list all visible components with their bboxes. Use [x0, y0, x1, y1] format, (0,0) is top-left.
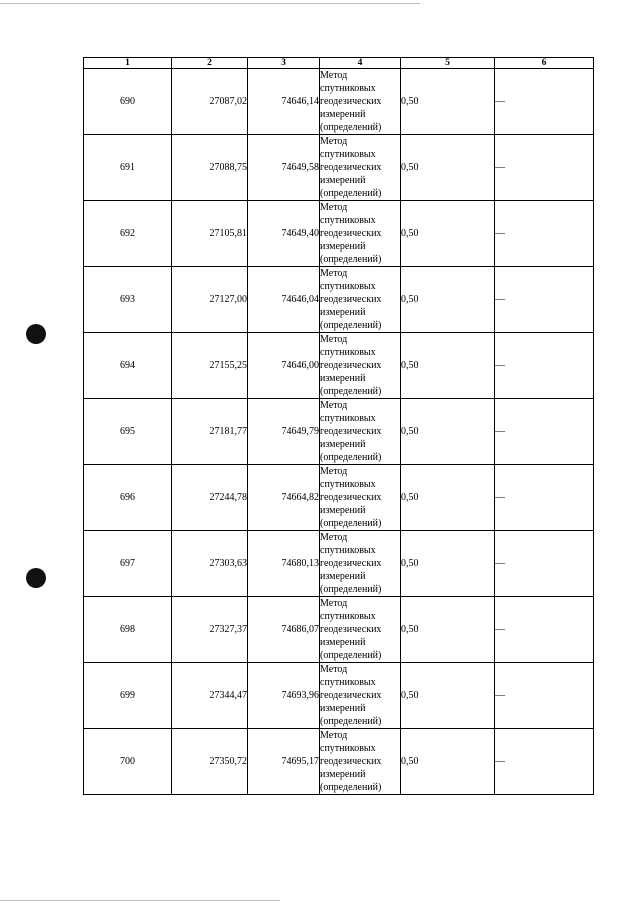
point-number-cell: 690: [84, 69, 172, 135]
method-line: Метод: [320, 400, 348, 411]
table-row: [84, 399, 594, 465]
method-line: измерений: [320, 175, 366, 186]
note-cell: —: [495, 267, 594, 333]
method-line: геодезических: [320, 360, 382, 371]
y-coordinate-cell: 74646,14: [248, 69, 320, 135]
note-cell: —: [495, 729, 594, 795]
punch-hole-bottom: [26, 568, 46, 588]
method-line: (определений): [320, 188, 382, 199]
precision-cell: 0,50: [401, 201, 495, 267]
method-line: спутниковых: [320, 479, 376, 490]
method-line: измерений: [320, 769, 366, 780]
table-row: [84, 267, 594, 333]
method-line: Метод: [320, 334, 348, 345]
method-line: спутниковых: [320, 545, 376, 556]
point-number-cell: 694: [84, 333, 172, 399]
table-body: [84, 69, 594, 795]
method-line: (определений): [320, 122, 382, 133]
method-line: геодезических: [320, 426, 382, 437]
y-coordinate-cell: 74695,17: [248, 729, 320, 795]
method-line: измерений: [320, 505, 366, 516]
table-row: [84, 663, 594, 729]
point-number-cell: 693: [84, 267, 172, 333]
method-cell: [320, 399, 401, 465]
table-row: [84, 531, 594, 597]
method-line: (определений): [320, 716, 382, 727]
x-coordinate-cell: 27087,02: [172, 69, 248, 135]
header-row: [84, 58, 594, 69]
point-number-cell: 695: [84, 399, 172, 465]
method-line: спутниковых: [320, 347, 376, 358]
method-line: геодезических: [320, 492, 382, 503]
method-line: измерений: [320, 373, 366, 384]
method-cell: [320, 465, 401, 531]
method-line: измерений: [320, 307, 366, 318]
method-line: спутниковых: [320, 215, 376, 226]
method-line: геодезических: [320, 162, 382, 173]
method-cell: [320, 333, 401, 399]
method-line: Метод: [320, 202, 348, 213]
note-cell: —: [495, 663, 594, 729]
table-row: [84, 69, 594, 135]
method-cell: [320, 729, 401, 795]
x-coordinate-cell: 27088,75: [172, 135, 248, 201]
y-coordinate-cell: 74680,13: [248, 531, 320, 597]
method-line: (определений): [320, 452, 382, 463]
scan-top-edge-line: [0, 3, 420, 4]
x-coordinate-cell: 27344,47: [172, 663, 248, 729]
col-header-2: 2: [172, 58, 248, 69]
y-coordinate-cell: 74664,82: [248, 465, 320, 531]
table-row: [84, 135, 594, 201]
scan-bottom-edge-line: [0, 900, 280, 901]
method-line: измерений: [320, 241, 366, 252]
note-cell: —: [495, 333, 594, 399]
note-cell: —: [495, 465, 594, 531]
x-coordinate-cell: 27327,37: [172, 597, 248, 663]
method-cell: [320, 663, 401, 729]
x-coordinate-cell: 27105,81: [172, 201, 248, 267]
method-line: (определений): [320, 254, 382, 265]
method-line: спутниковых: [320, 677, 376, 688]
precision-cell: 0,50: [401, 531, 495, 597]
method-line: (определений): [320, 386, 382, 397]
method-line: геодезических: [320, 558, 382, 569]
method-line: спутниковых: [320, 281, 376, 292]
method-line: геодезических: [320, 228, 382, 239]
precision-cell: 0,50: [401, 465, 495, 531]
point-number-cell: 691: [84, 135, 172, 201]
method-line: измерений: [320, 109, 366, 120]
note-cell: —: [495, 201, 594, 267]
y-coordinate-cell: 74693,96: [248, 663, 320, 729]
method-line: геодезических: [320, 96, 382, 107]
method-cell: [320, 267, 401, 333]
table-row: [84, 729, 594, 795]
table-row: [84, 201, 594, 267]
x-coordinate-cell: 27303,63: [172, 531, 248, 597]
method-line: Метод: [320, 598, 348, 609]
table-row: [84, 333, 594, 399]
method-cell: [320, 531, 401, 597]
method-line: (определений): [320, 782, 382, 793]
y-coordinate-cell: 74649,40: [248, 201, 320, 267]
col-header-4: 4: [320, 58, 401, 69]
point-number-cell: 699: [84, 663, 172, 729]
method-line: измерений: [320, 703, 366, 714]
precision-cell: 0,50: [401, 597, 495, 663]
method-line: Метод: [320, 268, 348, 279]
method-line: (определений): [320, 320, 382, 331]
x-coordinate-cell: 27155,25: [172, 333, 248, 399]
method-line: (определений): [320, 650, 382, 661]
note-cell: —: [495, 597, 594, 663]
y-coordinate-cell: 74686,07: [248, 597, 320, 663]
y-coordinate-cell: 74646,04: [248, 267, 320, 333]
method-line: измерений: [320, 637, 366, 648]
x-coordinate-cell: 27127,00: [172, 267, 248, 333]
y-coordinate-cell: 74646,00: [248, 333, 320, 399]
method-line: спутниковых: [320, 149, 376, 160]
coordinates-table: [83, 57, 594, 795]
note-cell: —: [495, 531, 594, 597]
table-row: [84, 597, 594, 663]
note-cell: —: [495, 399, 594, 465]
precision-cell: 0,50: [401, 399, 495, 465]
method-cell: [320, 69, 401, 135]
point-number-cell: 697: [84, 531, 172, 597]
method-line: спутниковых: [320, 413, 376, 424]
method-line: измерений: [320, 571, 366, 582]
method-line: Метод: [320, 136, 348, 147]
x-coordinate-cell: 27181,77: [172, 399, 248, 465]
col-header-1: 1: [84, 58, 172, 69]
table-header: [84, 58, 594, 69]
col-header-6: 6: [495, 58, 594, 69]
x-coordinate-cell: 27244,78: [172, 465, 248, 531]
method-line: геодезических: [320, 624, 382, 635]
precision-cell: 0,50: [401, 267, 495, 333]
method-line: Метод: [320, 664, 348, 675]
method-cell: [320, 135, 401, 201]
method-line: (определений): [320, 584, 382, 595]
note-cell: —: [495, 69, 594, 135]
method-line: Метод: [320, 532, 348, 543]
y-coordinate-cell: 74649,58: [248, 135, 320, 201]
method-line: спутниковых: [320, 743, 376, 754]
precision-cell: 0,50: [401, 333, 495, 399]
method-cell: [320, 597, 401, 663]
precision-cell: 0,50: [401, 663, 495, 729]
method-line: Метод: [320, 730, 348, 741]
table-row: [84, 465, 594, 531]
col-header-3: 3: [248, 58, 320, 69]
method-line: Метод: [320, 466, 348, 477]
method-line: геодезических: [320, 690, 382, 701]
point-number-cell: 700: [84, 729, 172, 795]
point-number-cell: 698: [84, 597, 172, 663]
method-line: геодезических: [320, 756, 382, 767]
note-cell: —: [495, 135, 594, 201]
method-cell: [320, 201, 401, 267]
col-header-5: 5: [401, 58, 495, 69]
method-line: спутниковых: [320, 83, 376, 94]
method-line: геодезических: [320, 294, 382, 305]
punch-hole-top: [26, 324, 46, 344]
precision-cell: 0,50: [401, 135, 495, 201]
x-coordinate-cell: 27350,72: [172, 729, 248, 795]
method-line: измерений: [320, 439, 366, 450]
method-line: спутниковых: [320, 611, 376, 622]
y-coordinate-cell: 74649,79: [248, 399, 320, 465]
point-number-cell: 692: [84, 201, 172, 267]
method-line: (определений): [320, 518, 382, 529]
precision-cell: 0,50: [401, 69, 495, 135]
method-line: Метод: [320, 70, 348, 81]
point-number-cell: 696: [84, 465, 172, 531]
precision-cell: 0,50: [401, 729, 495, 795]
